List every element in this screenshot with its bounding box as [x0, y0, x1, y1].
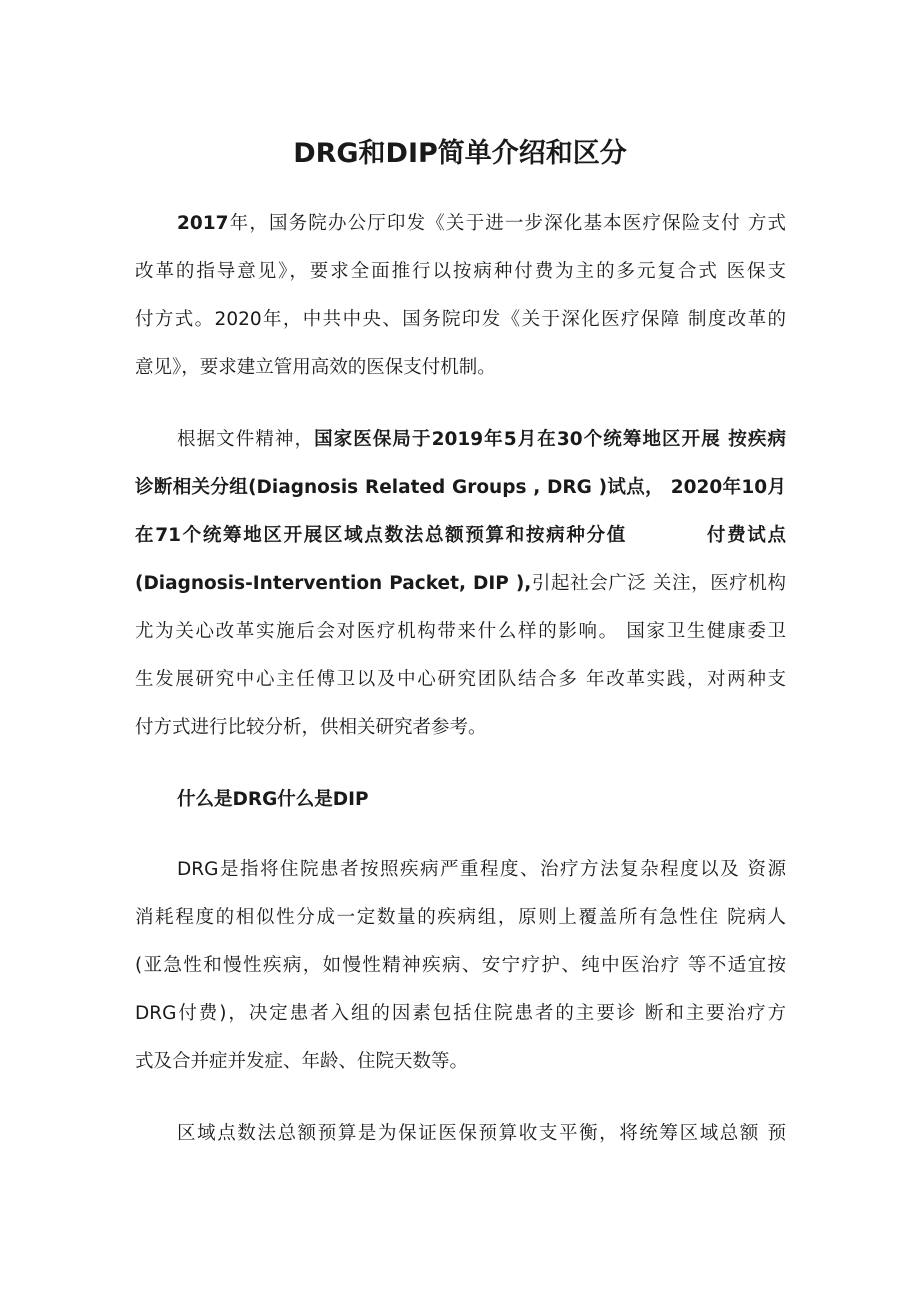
p3-line-2: 消耗程度的相似性分成一定数量的疾病组，原则上覆盖所有急性住 院病人 [135, 907, 786, 928]
p1-line-1-text: 年，国务院办公厅印发《关于进一步深化基本医疗保险支付 方式 [228, 213, 786, 234]
p2-line-5: 尤为关心改革实施后会对医疗机构带来什么样的影响。 国家卫生健康委卫 [135, 621, 786, 642]
p3-line-4: DRG付费)，决定患者入组的因素包括住院患者的主要诊 断和主要治疗方 [135, 1003, 786, 1024]
p2-line-3-a: 在71个统筹地区开展区域点数法总额预算和按病种分值 [135, 525, 627, 546]
p2-line-2: 诊断相关分组(Diagnosis Related Groups , DRG )试点， 2020年10月 [135, 477, 786, 498]
p2-line-4-b: 引起社会广泛 关注，医疗机构 [531, 573, 786, 594]
p1-line-4: 意见》，要求建立管用高效的医保支付机制。 [135, 357, 496, 378]
p1-line-2: 改革的指导意见》，要求全面推行以按病种付费为主的多元复合式 医保支 [135, 261, 786, 282]
p2-line-6: 生发展研究中心主任傅卫以及中心研究团队结合多 年改革实践，对两种支 [135, 669, 786, 690]
p1-line-1 [177, 210, 786, 238]
p2-line-1-a: 根据文件精神， [177, 429, 315, 450]
p2-line-1-b: 国家医保局于2019年5月在30个统筹地区开展 按疾病 [314, 429, 786, 450]
p1-line-3: 付方式。2020年，中共中央、国务院印发《关于深化医疗保障 制度改革的 [135, 309, 786, 330]
section-heading: 什么是DRG什么是DIP [177, 789, 369, 810]
p3-line-3: (亚急性和慢性疾病，如慢性精神疾病、安宁疗护、纯中医治疗 等不适宜按 [135, 955, 786, 976]
p3-line-1: DRG是指将住院患者按照疾病严重程度、治疗方法复杂程度以及 资源 [177, 859, 786, 880]
p2-line-3-b: 付费试点 [706, 525, 786, 546]
p2-line-7: 付方式进行比较分析，供相关研究者参考。 [135, 717, 487, 738]
document-title: DRG和DIP简单介绍和区分 [293, 138, 627, 169]
p2-line-4 [135, 570, 786, 598]
p2-line-4-a: (Diagnosis-Intervention Packet, DIP ), [135, 573, 532, 594]
p4-line-1: 区域点数法总额预算是为保证医保预算收支平衡，将统筹区域总额 预 [177, 1123, 786, 1144]
p2-line-1 [177, 426, 786, 454]
p3-line-5: 式及合并症并发症、年龄、住院天数等。 [135, 1051, 469, 1072]
p1-year: 2017 [177, 213, 229, 234]
p2-line-3 [135, 522, 786, 550]
